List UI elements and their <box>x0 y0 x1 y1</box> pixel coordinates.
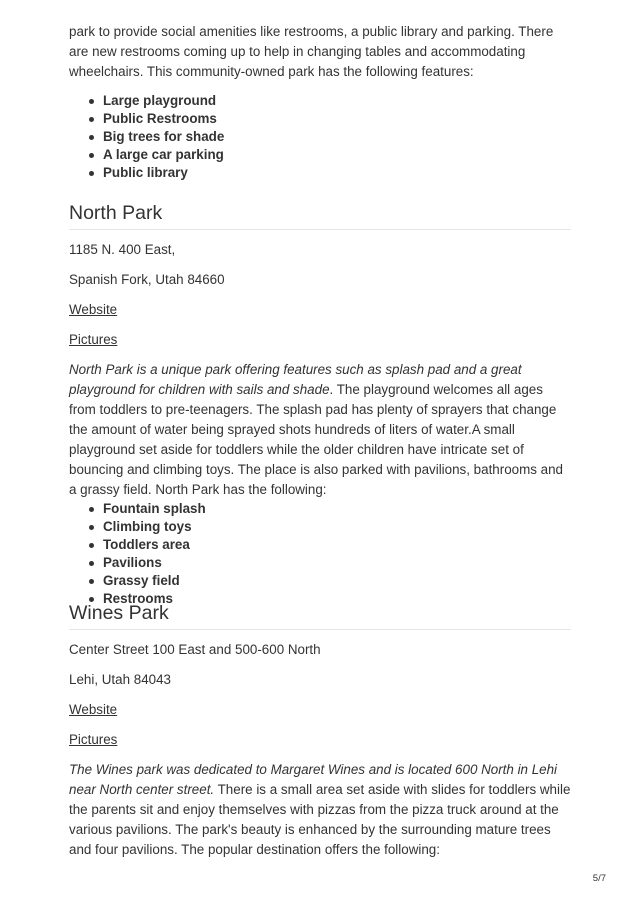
north-park-section <box>69 200 571 608</box>
list-item: Big trees for shade <box>103 128 571 146</box>
wines-park-description <box>69 760 571 860</box>
north-park-address-line2: Spanish Fork, Utah 84660 <box>69 272 225 287</box>
wines-park-address-line1: Center Street 100 East and 500-600 North <box>69 642 321 657</box>
wines-park-section <box>69 600 571 860</box>
north-park-heading: North Park <box>69 200 571 230</box>
north-park-description <box>69 360 571 500</box>
list-item: Restrooms <box>103 590 571 608</box>
list-item: Toddlers area <box>103 536 571 554</box>
intro-paragraph: park to provide social amenities like restrooms, a public library and parking. There are new restrooms coming up to help in changing tables and accommodating wheelchairs. This community-owned park has the following features: <box>69 24 554 79</box>
wines-park-description-text: There is a small area set aside with slides for toddlers while the parents sit and enjoy themselves with pizzas from the pizza truck around at the various pavilions. The park's beauty is enhanced by the surrounding mature trees and four pavilions. The popular destination offers the following: <box>69 782 571 857</box>
north-park-website-link[interactable]: Website <box>69 302 118 317</box>
north-park-pictures-link[interactable]: Pictures <box>69 332 118 347</box>
list-item: Pavilions <box>103 554 571 572</box>
list-item: Public Restrooms <box>103 110 571 128</box>
page-number: 5/7 <box>592 873 606 884</box>
wines-park-description-italic: The Wines park was dedicated to Margaret Wines and is located 600 North in Lehi near North center street. <box>69 762 558 797</box>
north-park-address-line1: 1185 N. 400 East, <box>69 242 176 257</box>
list-item: Fountain splash <box>103 500 571 518</box>
intro-feature-list <box>69 92 571 182</box>
wines-park-address-line2: Lehi, Utah 84043 <box>69 672 171 687</box>
list-item: Grassy field <box>103 572 571 590</box>
list-item: A large car parking <box>103 146 571 164</box>
list-item: Climbing toys <box>103 518 571 536</box>
wines-park-website-link[interactable]: Website <box>69 702 118 717</box>
document-page <box>69 22 571 857</box>
north-park-description-italic: North Park is a unique park offering features such as splash pad and a great playground for children with sails and shade <box>69 362 522 397</box>
list-item: Public library <box>103 164 571 182</box>
north-park-description-text: . The playground welcomes all ages from toddlers to pre-teenagers. The splash pad has plenty of sprayers that change the amount of water being sprayed shots hundreds of liters of water.A small playground set aside for toddlers while the older children have intricate set of bouncing and climbing toys. The place is also parked with pavilions, bathrooms and a grassy field. North Park has the following: <box>69 382 564 497</box>
wines-park-heading: Wines Park <box>69 600 571 630</box>
list-item: Large playground <box>103 92 571 110</box>
wines-park-pictures-link[interactable]: Pictures <box>69 732 118 747</box>
north-park-feature-list <box>69 500 571 608</box>
